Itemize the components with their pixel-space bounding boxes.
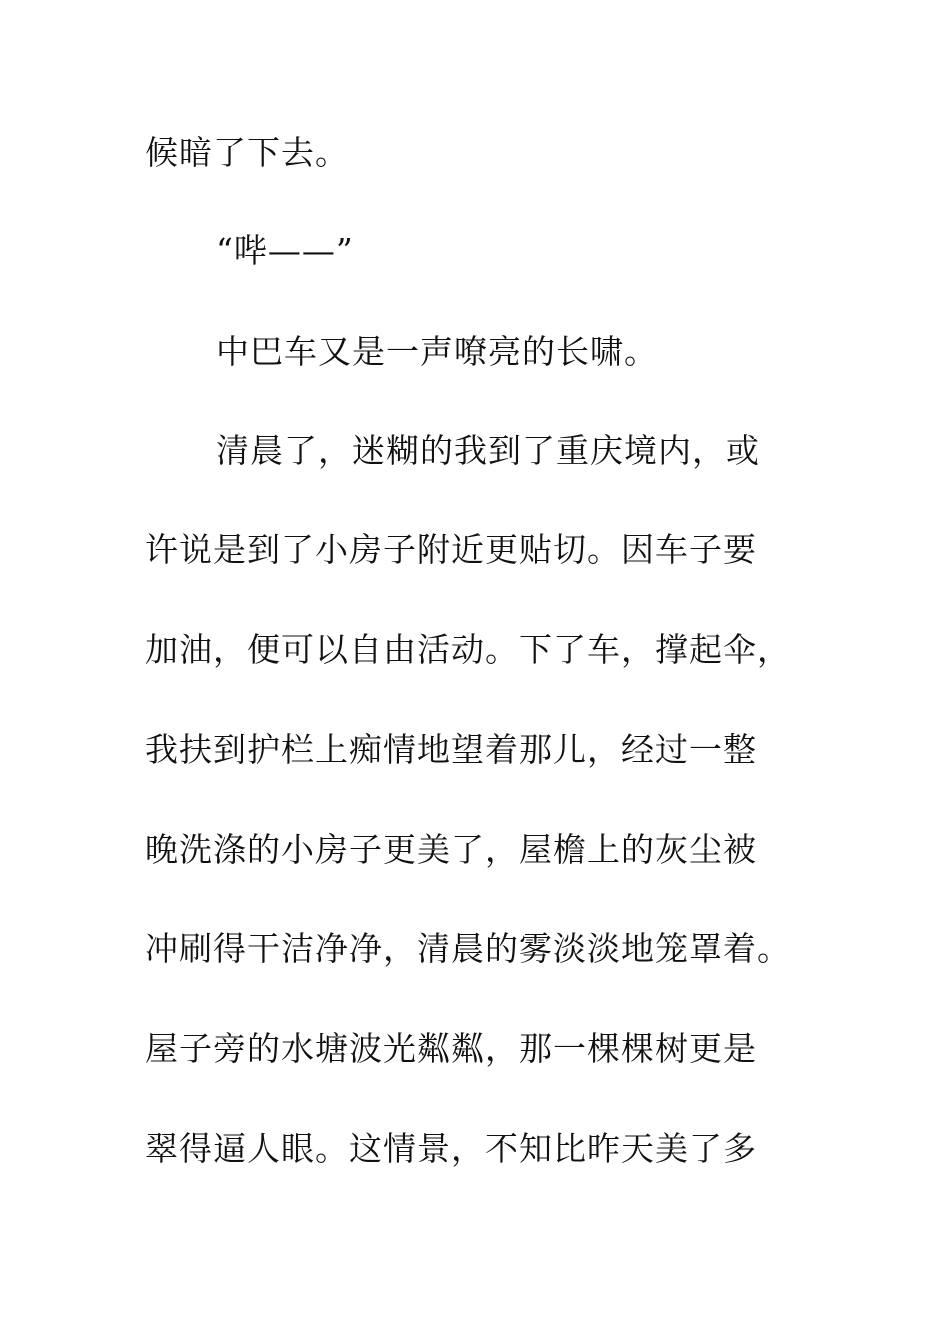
text-line: 冲刷得干洁净净，清晨的雾淡淡地笼罩着。: [145, 929, 791, 968]
text-line: 晚洗涤的小房子更美了，屋檐上的灰尘被: [145, 830, 757, 869]
text-line: 候暗了下去。: [145, 133, 349, 172]
text-line: “哔——”: [216, 231, 354, 270]
text-line: 许说是到了小房子附近更贴切。因车子要: [145, 530, 757, 569]
text-line: 清晨了，迷糊的我到了重庆境内，或: [216, 431, 760, 470]
text-line: 屋子旁的水塘波光粼粼，那一棵棵树更是: [145, 1029, 757, 1068]
text-line: 我扶到护栏上痴情地望着那儿，经过一整: [145, 730, 757, 769]
text-line: 加油，便可以自由活动。下了车，撑起伞，: [145, 630, 791, 669]
text-line: 中巴车又是一声嘹亮的长啸。: [216, 332, 658, 371]
text-line: 翠得逼人眼。这情景，不知比昨天美了多: [145, 1129, 757, 1168]
